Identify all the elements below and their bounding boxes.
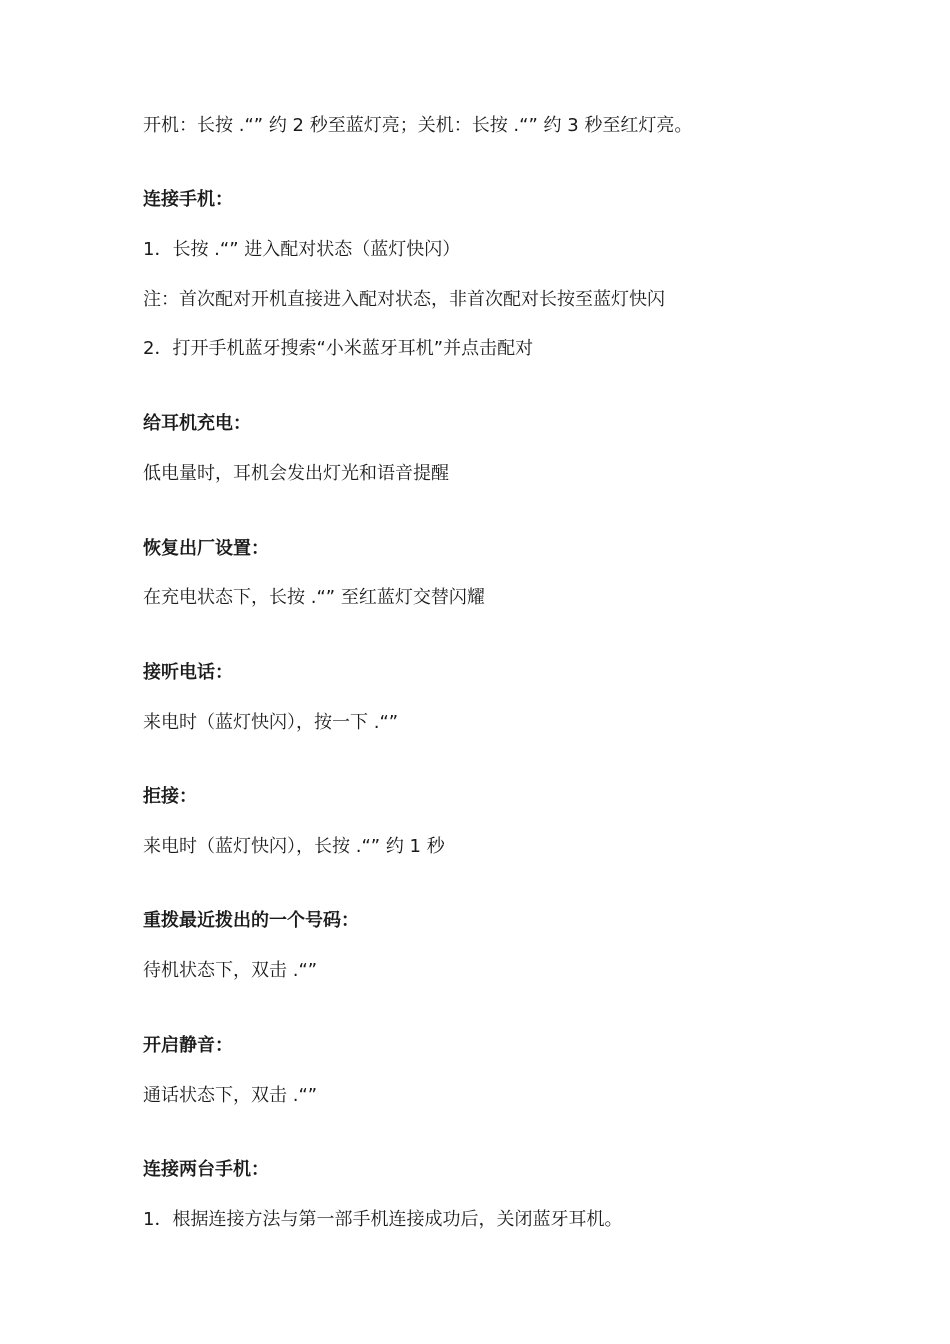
connect-step-1: 1．长按 .“” 进入配对状态（蓝灯快闪） bbox=[143, 239, 461, 260]
redial-text: 待机状态下，双击 .“” bbox=[143, 960, 318, 981]
heading-mute: 开启静音： bbox=[143, 1035, 233, 1056]
two-phones-step-1: 1．根据连接方法与第一部手机连接成功后，关闭蓝牙耳机。 bbox=[143, 1209, 623, 1230]
factory-reset-text: 在充电状态下，长按 .“” 至红蓝灯交替闪耀 bbox=[143, 587, 485, 608]
connect-step-2: 2．打开手机蓝牙搜索“小米蓝牙耳机”并点击配对 bbox=[143, 338, 534, 359]
charging-text: 低电量时，耳机会发出灯光和语音提醒 bbox=[143, 463, 449, 484]
heading-factory-reset: 恢复出厂设置： bbox=[143, 538, 269, 559]
reject-call-text: 来电时（蓝灯快闪），长按 .“” 约 1 秒 bbox=[143, 836, 445, 857]
heading-two-phones: 连接两台手机： bbox=[143, 1159, 269, 1180]
heading-connect-phone: 连接手机： bbox=[143, 189, 233, 210]
heading-reject-call: 拒接： bbox=[143, 786, 197, 807]
mute-text: 通话状态下，双击 .“” bbox=[143, 1085, 318, 1106]
heading-answer-call: 接听电话： bbox=[143, 662, 233, 683]
heading-charging: 给耳机充电： bbox=[143, 413, 251, 434]
power-instruction: 开机：长按 .“” 约 2 秒至蓝灯亮；关机：长按 .“” 约 3 秒至红灯亮。 bbox=[143, 115, 693, 136]
connect-note: 注：首次配对开机直接进入配对状态，非首次配对长按至蓝灯快闪 bbox=[143, 289, 665, 310]
answer-call-text: 来电时（蓝灯快闪），按一下 .“” bbox=[143, 712, 399, 733]
heading-redial: 重拨最近拨出的一个号码： bbox=[143, 910, 359, 931]
